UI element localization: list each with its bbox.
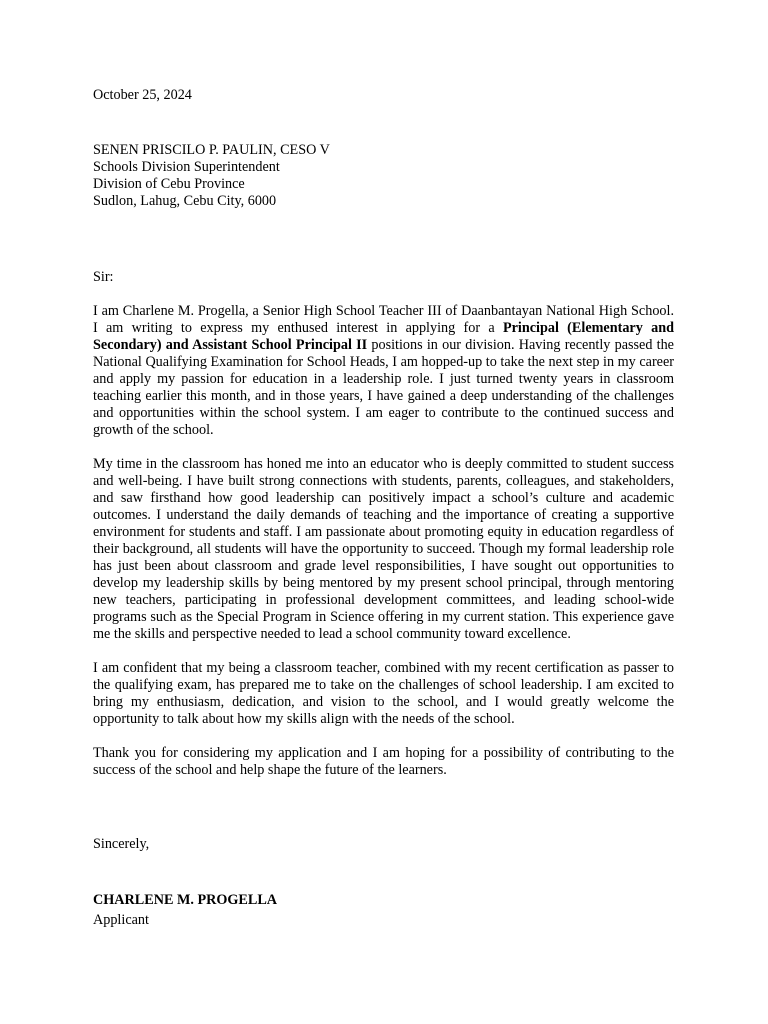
body-paragraph-4: Thank you for considering my application and I am hoping for a possibility of contributing to the success of the school and help shape the future of the learners.	[93, 745, 674, 778]
recipient-address: Sudlon, Lahug, Cebu City, 6000	[93, 193, 277, 209]
paragraph-1-intro: I am Charlene M. Progella, a Senior High School Teacher III of Daanbantayan National High School. I am writing to express my enthused interest in applying for a	[93, 303, 674, 336]
signer-name: CHARLENE M. PROGELLA	[93, 892, 278, 908]
paragraph-1-rest: positions in our division. Having recently passed the National Qualifying Examination for School Heads, I am hopped-up to take the next step in my career and apply my passion for education in a leadership role. I just turned twenty years in classroom teaching earlier this month, and in those years, I have gained a deep understanding of the challenges and opportunities within the school system. I am eager to contribute to the continued success and growth of the school.	[93, 337, 674, 438]
body-paragraph-2: My time in the classroom has honed me into an educator who is deeply committed to student success and well-being. I have built strong connections with students, parents, colleagues, and stakeholders, and saw firsthand how good leadership can positively impact a school’s culture and academic outcomes. I understand the daily demands of teaching and the importance of creating a supportive environment for students and staff. I am passionate about promoting equity in education regardless of their background, all students will have the opportunity to succeed. Though my formal leadership role has just been about classroom and grade level responsibilities, I have sought out opportunities to develop my leadership skills by being mentored by my present school principal, through mentoring new teachers, participating in professional development committees, and leading school-wide programs such as the Special Program in Science offering in my current station. This experience gave me the skills and perspective needed to lead a school community toward excellence.	[93, 456, 674, 642]
recipient-title: Schools Division Superintendent	[93, 159, 280, 175]
recipient-office: Division of Cebu Province	[93, 176, 245, 192]
letter-date: October 25, 2024	[93, 87, 192, 103]
closing: Sincerely,	[93, 836, 150, 852]
body-paragraph-1	[93, 303, 674, 439]
signer-title: Applicant	[93, 912, 149, 928]
salutation: Sir:	[93, 269, 114, 285]
body-paragraph-3: I am confident that my being a classroom teacher, combined with my recent certification as passer to the qualifying exam, has prepared me to take on the challenges of school leadership. I am excited to bring my enthusiasm, dedication, and vision to the school, and I would greatly welcome the opportunity to talk about how my skills align with the needs of the school.	[93, 660, 674, 727]
recipient-name: SENEN PRISCILO P. PAULIN, CESO V	[93, 142, 330, 158]
cover-letter	[93, 87, 674, 929]
applied-positions: Principal (Elementary and Secondary) and Assistant School Principal II	[93, 320, 674, 353]
recipient-block	[93, 142, 674, 210]
